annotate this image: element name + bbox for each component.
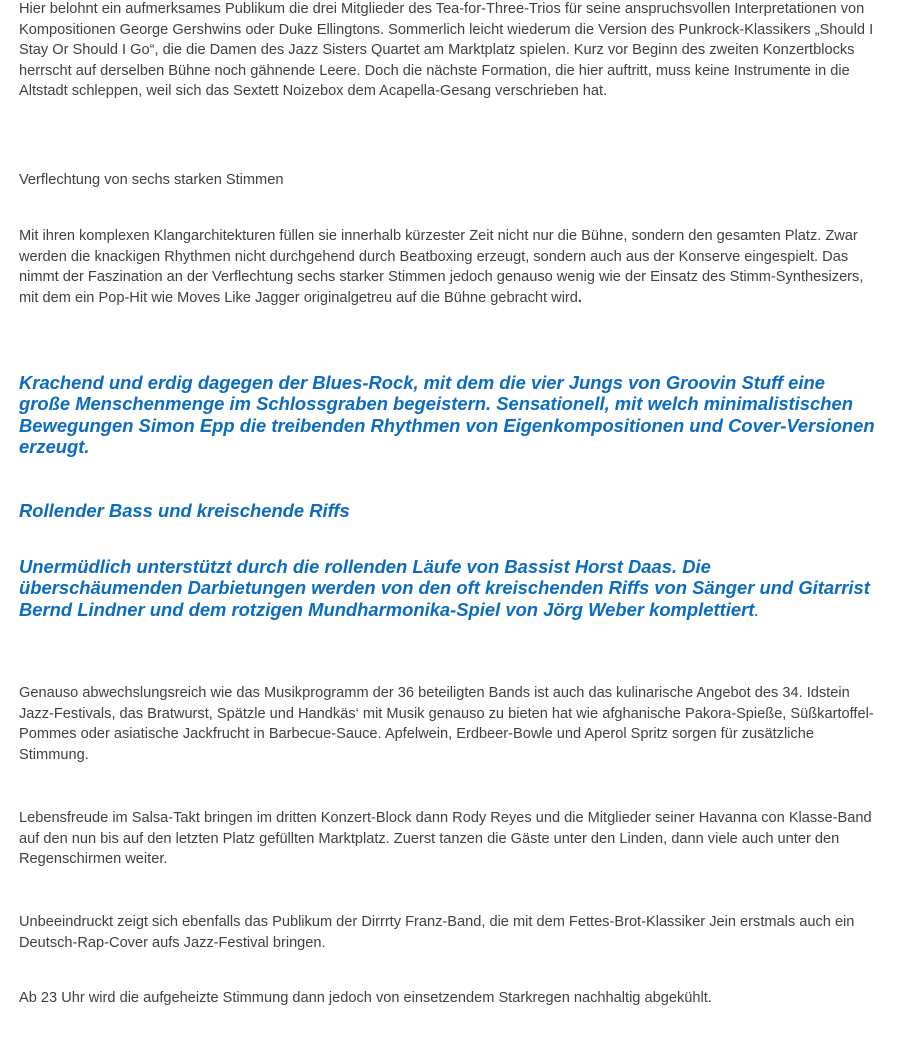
highlight-heading-bass: Rollender Bass und kreischende Riffs bbox=[19, 500, 350, 521]
highlight-blues-rock: Krachend und erdig dagegen der Blues-Rock, mit dem die vier Jungs von Groovin Stuff eine große Menschenmenge im Schlossgraben begeistern. Sensationell, mit welch minimalistischen Bewegungen Simon Epp die treibenden Rhythmen von Eigenkompositionen und Cover-Versionen erzeugt. bbox=[19, 372, 875, 457]
paragraph-noizebox-period: . bbox=[577, 289, 582, 306]
paragraph-culinary: Genauso abwechslungsreich wie das Musikprogramm der 36 beteiligten Bands ist auch das kulinarische Angebot des 34. Idstein Jazz-Festivals, das Bratwurst, Spätzle und Handkäs‘ mit Musik genauso zu bieten hat wie afghanische Pakora-Spieße, Süßkartoffel-Pommes oder asiatische Jackfrucht in Barbecue-Sauce. Apfelwein, Erdbeer-Bowle und Aperol Spritz sorgen für zusätzliche Stimmung. bbox=[19, 685, 874, 763]
highlight-bassist-text: Unermüdlich unterstützt durch die rollenden Läufe von Bassist Horst Daas. Die überschäumenden Darbietungen werden von den oft kreischenden Riffs von Sänger und Gitarrist Bernd Lindner und dem rotzigen Mundharmonika-Spiel von Jörg Weber komplettiert bbox=[19, 556, 870, 620]
subheading-voices: Verflechtung von sechs starken Stimmen bbox=[19, 172, 284, 188]
paragraph-rain: Ab 23 Uhr wird die aufgeheizte Stimmung dann jedoch von einsetzendem Starkregen nachhaltig abgekühlt. bbox=[19, 990, 712, 1006]
highlight-bassist-period: . bbox=[754, 598, 760, 620]
paragraph-noizebox bbox=[19, 226, 879, 308]
paragraph-salsa: Lebensfreude im Salsa-Takt bringen im dritten Konzert-Block dann Rody Reyes und die Mitglieder seiner Havanna con Klasse-Band auf den nun bis auf den letzten Platz gefüllten Marktplatz. Zuerst tanzen die Gäste unter den Linden, dann viele auch unter den Regenschirmen weiter. bbox=[19, 810, 872, 868]
paragraph-noizebox-text: Mit ihren komplexen Klangarchitekturen füllen sie innerhalb kürzester Zeit nicht nur die Bühne, sondern den gesamten Platz. Zwar werden die knackigen Rhythmen nicht durchgehend durch Beatboxing erzeugt, sondern auch aus der Konserve eingespielt. Das nimmt der Faszination an der Verflechtung sechs starker Stimmen jedoch genauso wenig wie der Einsatz des Stimm-Synthesizers, mit dem ein Pop-Hit wie Moves Like Jagger originalgetreu auf die Bühne gebracht wird bbox=[19, 228, 864, 306]
paragraph-dirrrty-franz: Unbeeindruckt zeigt sich ebenfalls das Publikum der Dirrrty Franz-Band, die mit dem Fettes-Brot-Klassiker Jein erstmals auch ein Deutsch-Rap-Cover aufs Jazz-Festival bringen. bbox=[19, 914, 855, 951]
highlight-bassist bbox=[19, 556, 879, 620]
paragraph-intro: Hier belohnt ein aufmerksames Publikum die drei Mitglieder des Tea-for-Three-Trios für seine anspruchsvollen Interpretationen von Kompositionen George Gershwins oder Duke Ellingtons. Sommerlich leicht wiederum die Version des Punkrock-Klassikers „Should I Stay Or Should I Go“, die die Damen des Jazz Sisters Quartet am Marktplatz spielen. Kurz vor Beginn des zweiten Konzertblocks herrscht auf derselben Bühne noch gähnende Leere. Doch die nächste Formation, die hier auftritt, muss keine Instrumente in die Altstadt schleppen, weil sich das Sextett Noizebox dem Acapella-Gesang verschrieben hat. bbox=[19, 1, 874, 100]
